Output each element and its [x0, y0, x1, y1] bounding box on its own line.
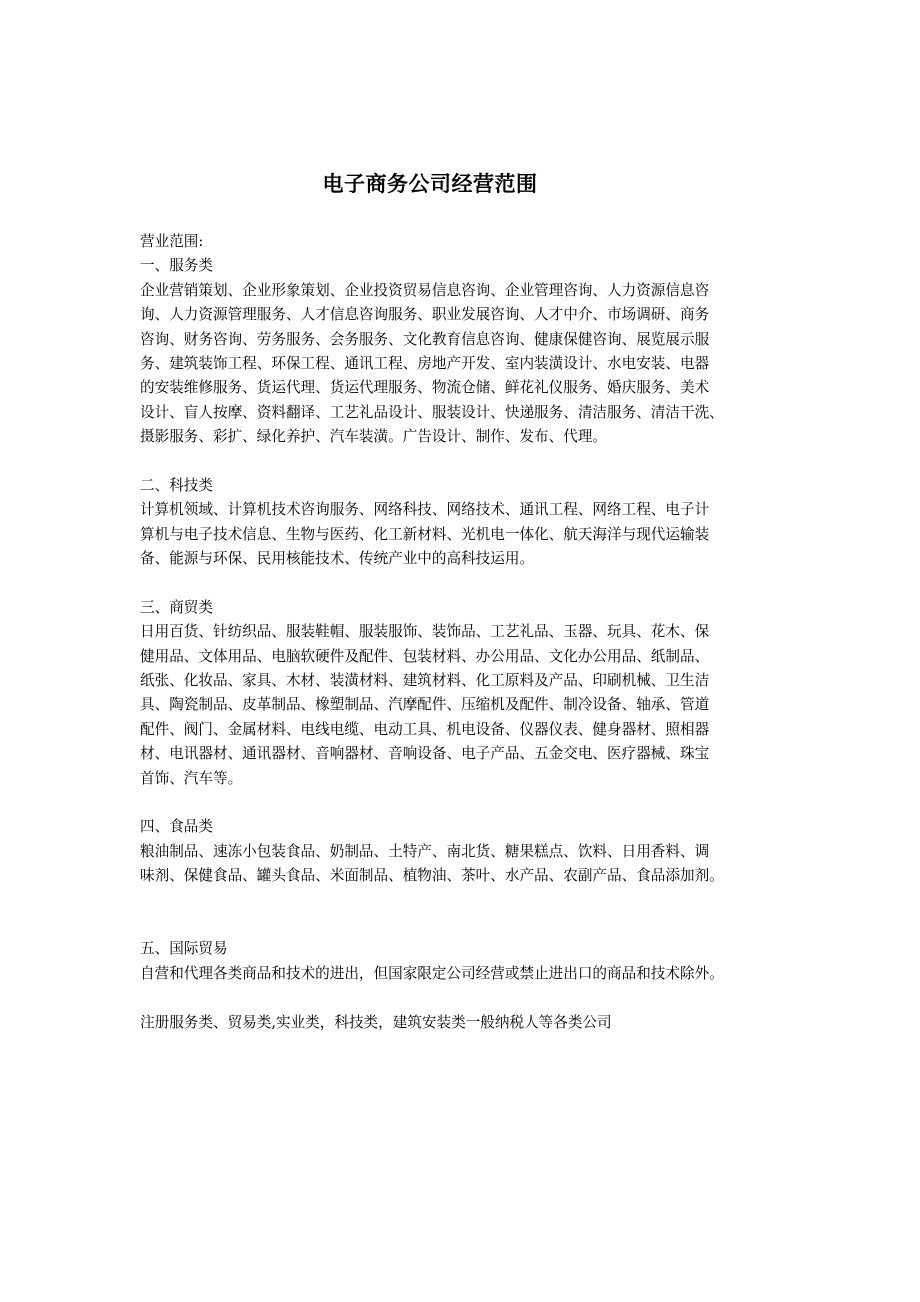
section-line: 粮油制品、速冻小包装食品、奶制品、土特产、南北货、糖果糕点、饮料、日用香料、调 — [140, 842, 710, 860]
paragraph-spacer — [140, 986, 800, 1010]
section-heading-food: 四、食品类 — [140, 818, 213, 836]
section-line: 备、能源与环保、民用核能技术、传统产业中的高科技运用。 — [140, 550, 535, 568]
section-line: 味剂、保健食品、罐头食品、米面制品、植物油、茶叶、水产品、农副产品、食品添加剂。 — [140, 867, 724, 885]
section-line: 务、建筑装饰工程、环保工程、通讯工程、房地产开发、室内装潢设计、水电安装、电器 — [140, 354, 710, 372]
section-heading-commerce: 三、商贸类 — [140, 598, 213, 616]
section-heading-services: 一、服务类 — [140, 257, 213, 275]
paragraph-spacer — [140, 571, 800, 595]
document-body — [140, 230, 800, 1035]
footer-note: 注册服务类、贸易类,实业类，科技类，建筑安装类一般纳税人等各类公司 — [140, 1013, 612, 1031]
section-line: 日用百货、针纺织品、服装鞋帽、服装服饰、装饰品、工艺礼品、玉器、玩具、花木、保 — [140, 623, 710, 641]
section-line: 摄影服务、彩扩、绿化养护、汽车装潢。广告设计、制作、发布、代理。 — [140, 428, 608, 446]
section-line: 设计、盲人按摩、资料翻译、工艺礼品设计、服装设计、快递服务、清洁服务、清洁干洗、 — [140, 403, 724, 421]
paragraph-spacer — [140, 450, 800, 474]
section-heading-technology: 二、科技类 — [140, 476, 213, 494]
section-line: 具、陶瓷制品、皮革制品、橡塑制品、汽摩配件、压缩机及配件、制冷设备、轴承、管道 — [140, 696, 710, 714]
section-line: 健用品、文体用品、电脑软硬件及配件、包装材料、办公用品、文化办公用品、纸制品、 — [140, 647, 710, 665]
section-line: 计算机领域、计算机技术咨询服务、网络科技、网络技术、通讯工程、网络工程、电子计 — [140, 501, 710, 519]
section-line: 算机与电子技术信息、生物与医药、化工新材料、光机电一体化、航天海洋与现代运输装 — [140, 525, 710, 543]
section-line: 材、电讯器材、通讯器材、音响器材、音响设备、电子产品、五金交电、医疗器械、珠宝 — [140, 745, 710, 763]
paragraph-spacer — [140, 791, 800, 815]
section-line: 首饰、汽车等。 — [140, 769, 243, 787]
intro-label: 营业范围: — [140, 233, 204, 250]
section-line: 的安装维修服务、货运代理、货运代理服务、物流仓储、鲜花礼仪服务、婚庆服务、美术 — [140, 379, 710, 397]
section-line: 配件、阀门、金属材料、电线电缆、电动工具、机电设备、仪器仪表、健身器材、照相器 — [140, 720, 710, 738]
section-line: 询、人力资源管理服务、人才信息咨询服务、职业发展咨询、人才中介、市场调研、商务 — [140, 306, 710, 324]
section-line: 咨询、财务咨询、劳务服务、会务服务、文化教育信息咨询、健康保健咨询、展览展示服 — [140, 330, 710, 348]
document-title: 电子商务公司经营范围 — [322, 172, 538, 196]
section-heading-international-trade: 五、国际贸易 — [140, 940, 228, 958]
section-line: 自营和代理各类商品和技术的进出，但国家限定公司经营或禁止进出口的商品和技术除外。 — [140, 964, 724, 982]
paragraph-spacer — [140, 889, 800, 938]
section-line: 企业营销策划、企业形象策划、企业投资贸易信息咨询、企业管理咨询、人力资源信息咨 — [140, 281, 710, 299]
section-line: 纸张、化妆品、家具、木材、装潢材料、建筑材料、化工原料及产品、印刷机械、卫生洁 — [140, 672, 710, 690]
